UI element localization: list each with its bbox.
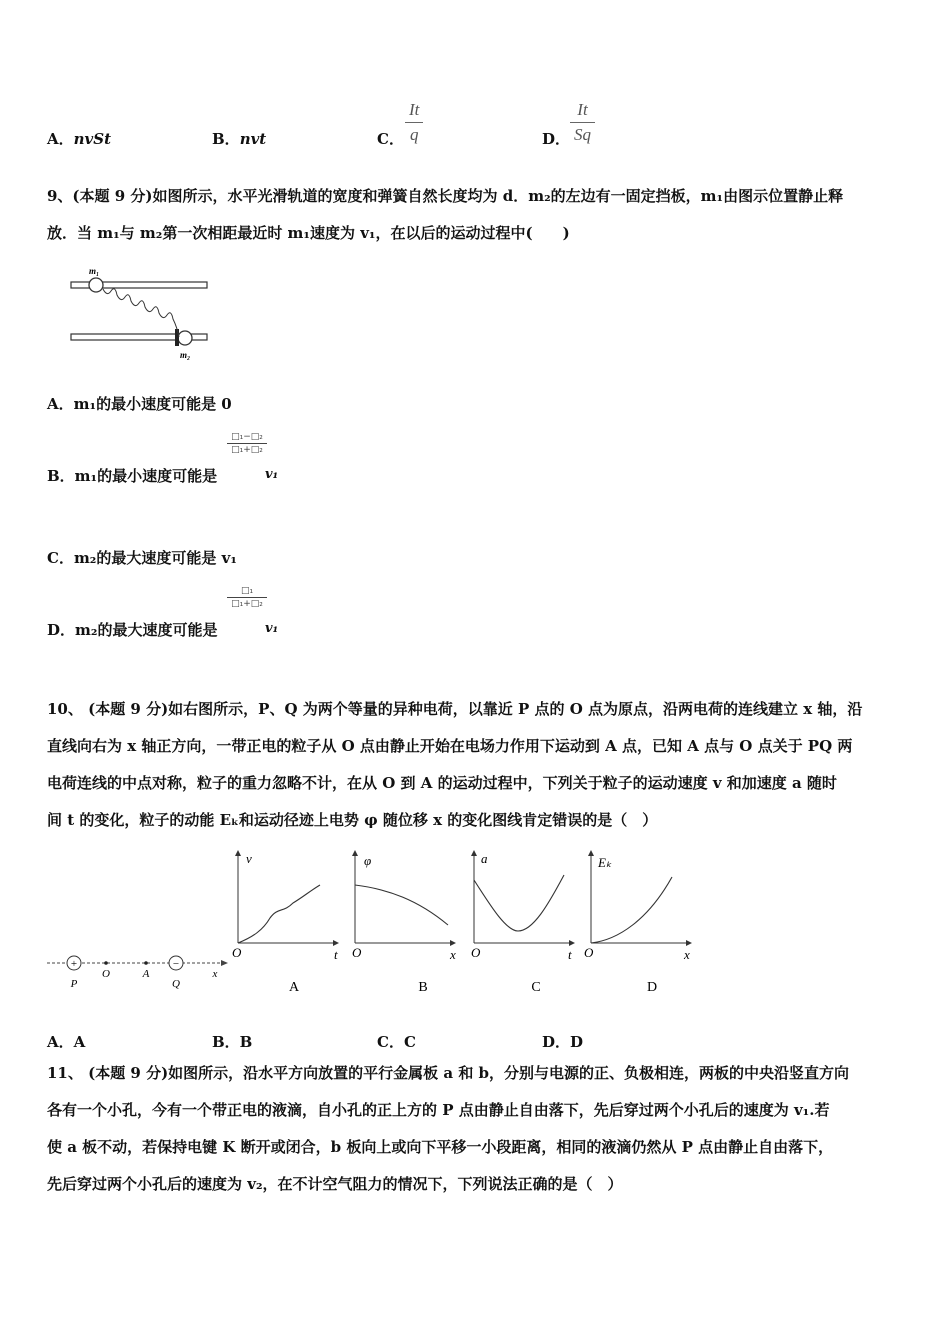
label-o: O xyxy=(102,968,110,980)
minus-sign: − xyxy=(172,958,180,970)
q9-option-d-fraction: □₁ □₁+□₂ xyxy=(227,586,267,609)
graph-a-origin: O xyxy=(232,945,242,960)
label-p: P xyxy=(70,978,78,990)
m1-ball xyxy=(89,278,103,292)
option-c-fraction: It q xyxy=(405,100,423,145)
q9-option-a: A．m₁的最小速度可能是 0 xyxy=(47,395,232,413)
q10-line-2: 直线向右为 x 轴正方向，一带正电的粒子从 O 点由静止开始在电场力作用下运动到 A 点，已知 A 点与 O 点关于 PQ 两 xyxy=(47,737,853,755)
v-t-curve xyxy=(238,885,320,943)
graph-a-caption: A xyxy=(288,980,300,995)
label-a: A xyxy=(142,968,150,980)
graph-d xyxy=(584,853,690,995)
option-c-label: C． xyxy=(377,130,404,148)
graph-b-origin: O xyxy=(352,945,362,960)
point-a xyxy=(144,961,148,965)
q10-option-d: D．D xyxy=(542,1033,584,1051)
q10-line-1: 10、 (本题 9 分)如右图所示，P、Q 为两个等量的异种电荷，以靠近 P 点的 O 点为原点，沿两电荷的连线建立 x 轴，沿 xyxy=(47,700,863,718)
q10-graphs xyxy=(228,845,698,1000)
graph-a-xlabel: t xyxy=(334,947,338,962)
q11-line-1: 11、 (本题 9 分)如图所示，沿水平方向放置的平行金属板 a 和 b，分别与电源的正、负极相连，两板的中央沿竖直方向 xyxy=(47,1064,850,1082)
graph-a xyxy=(232,851,338,995)
q9-option-b-tail: v₁ xyxy=(265,467,279,482)
q10-option-b: B．B xyxy=(212,1033,253,1051)
label-q: Q xyxy=(172,978,180,990)
graph-c-ylabel: a xyxy=(481,851,488,866)
graph-c xyxy=(471,851,572,995)
graph-b xyxy=(352,853,456,995)
q10-option-a: A．A xyxy=(47,1033,86,1051)
q11-line-3: 使 a 板不动，若保持电键 K 断开或闭合，b 板向上或向下平移一小段距离，相同的液滴仍然从 P 点由静止自由落下， xyxy=(47,1138,834,1156)
option-d-fraction: It Sq xyxy=(570,100,595,145)
point-o xyxy=(104,961,108,965)
m2-label: m₂ xyxy=(180,350,191,360)
graph-b-xlabel: x xyxy=(450,947,456,962)
q11-stem xyxy=(47,1055,907,1203)
spring xyxy=(103,289,179,337)
q9-line-2: 放．当 m₁与 m₂第一次相距最近时 m₁速度为 v₁，在以后的运动过程中( ) xyxy=(47,224,570,242)
graph-d-origin: O xyxy=(584,945,594,960)
q9-stem xyxy=(47,178,907,252)
q10-line-3: 电荷连线的中点对称，粒子的重力忽略不计，在从 O 到 A 的运动过程中，下列关于粒子的运动速度 v 和加速度 a 随时 xyxy=(47,774,837,792)
graph-c-origin: O xyxy=(471,945,481,960)
option-d-label: D． xyxy=(542,130,571,148)
ek-x-curve xyxy=(591,877,672,943)
q9-option-c: C．m₂的最大速度可能是 v₁ xyxy=(47,549,237,567)
q10-charge-axis xyxy=(45,945,235,995)
graph-b-ylabel: φ xyxy=(364,853,372,868)
q11-line-4: 先后穿过两个小孔后的速度为 v₂，在不计空气阻力的情况下，下列说法正确的是（ ） xyxy=(47,1175,623,1193)
option-b: B．nvt xyxy=(212,130,267,148)
q10-stem xyxy=(47,691,907,839)
option-a: A．nvSt xyxy=(47,130,112,148)
q10-line-4: 间 t 的变化，粒子的动能 Eₖ和运动径迹上电势 φ 随位移 x 的变化图线肯定错误的是（ ） xyxy=(47,811,658,829)
graph-c-xlabel: t xyxy=(568,947,572,962)
q9-option-d: D．m₂的最大速度可能是 xyxy=(47,621,218,639)
q9-track-figure xyxy=(65,262,215,362)
m2-ball xyxy=(178,331,192,345)
graph-c-caption: C xyxy=(531,980,541,995)
fixed-stop xyxy=(175,329,179,346)
axis-arrow xyxy=(221,960,228,966)
graph-d-xlabel: x xyxy=(684,947,690,962)
label-x: x xyxy=(212,968,218,980)
m1-label: m₁ xyxy=(89,266,100,276)
q9-option-d-tail: v₁ xyxy=(265,621,279,636)
graph-d-ylabel: Eₖ xyxy=(598,855,612,870)
a-t-curve xyxy=(474,875,564,931)
graph-b-caption: B xyxy=(418,980,428,995)
q10-option-c: C．C xyxy=(377,1033,416,1051)
plus-sign: + xyxy=(70,958,78,970)
graph-a-ylabel: v xyxy=(246,851,252,866)
q9-line-1: 9、(本题 9 分)如图所示，水平光滑轨道的宽度和弹簧自然长度均为 d．m₂的左边有一固定挡板，m₁由图示位置静止释 xyxy=(47,187,844,205)
graph-d-caption: D xyxy=(646,980,658,995)
q11-line-2: 各有一个小孔，今有一个带正电的液滴，自小孔的正上方的 P 点由静止自由落下，先后穿过两个小孔后的速度为 v₁.若 xyxy=(47,1101,830,1119)
phi-x-curve xyxy=(355,885,448,925)
q9-option-b-fraction: □₁−□₂ □₁+□₂ xyxy=(227,432,267,455)
q9-option-b: B．m₁的最小速度可能是 xyxy=(47,467,218,485)
